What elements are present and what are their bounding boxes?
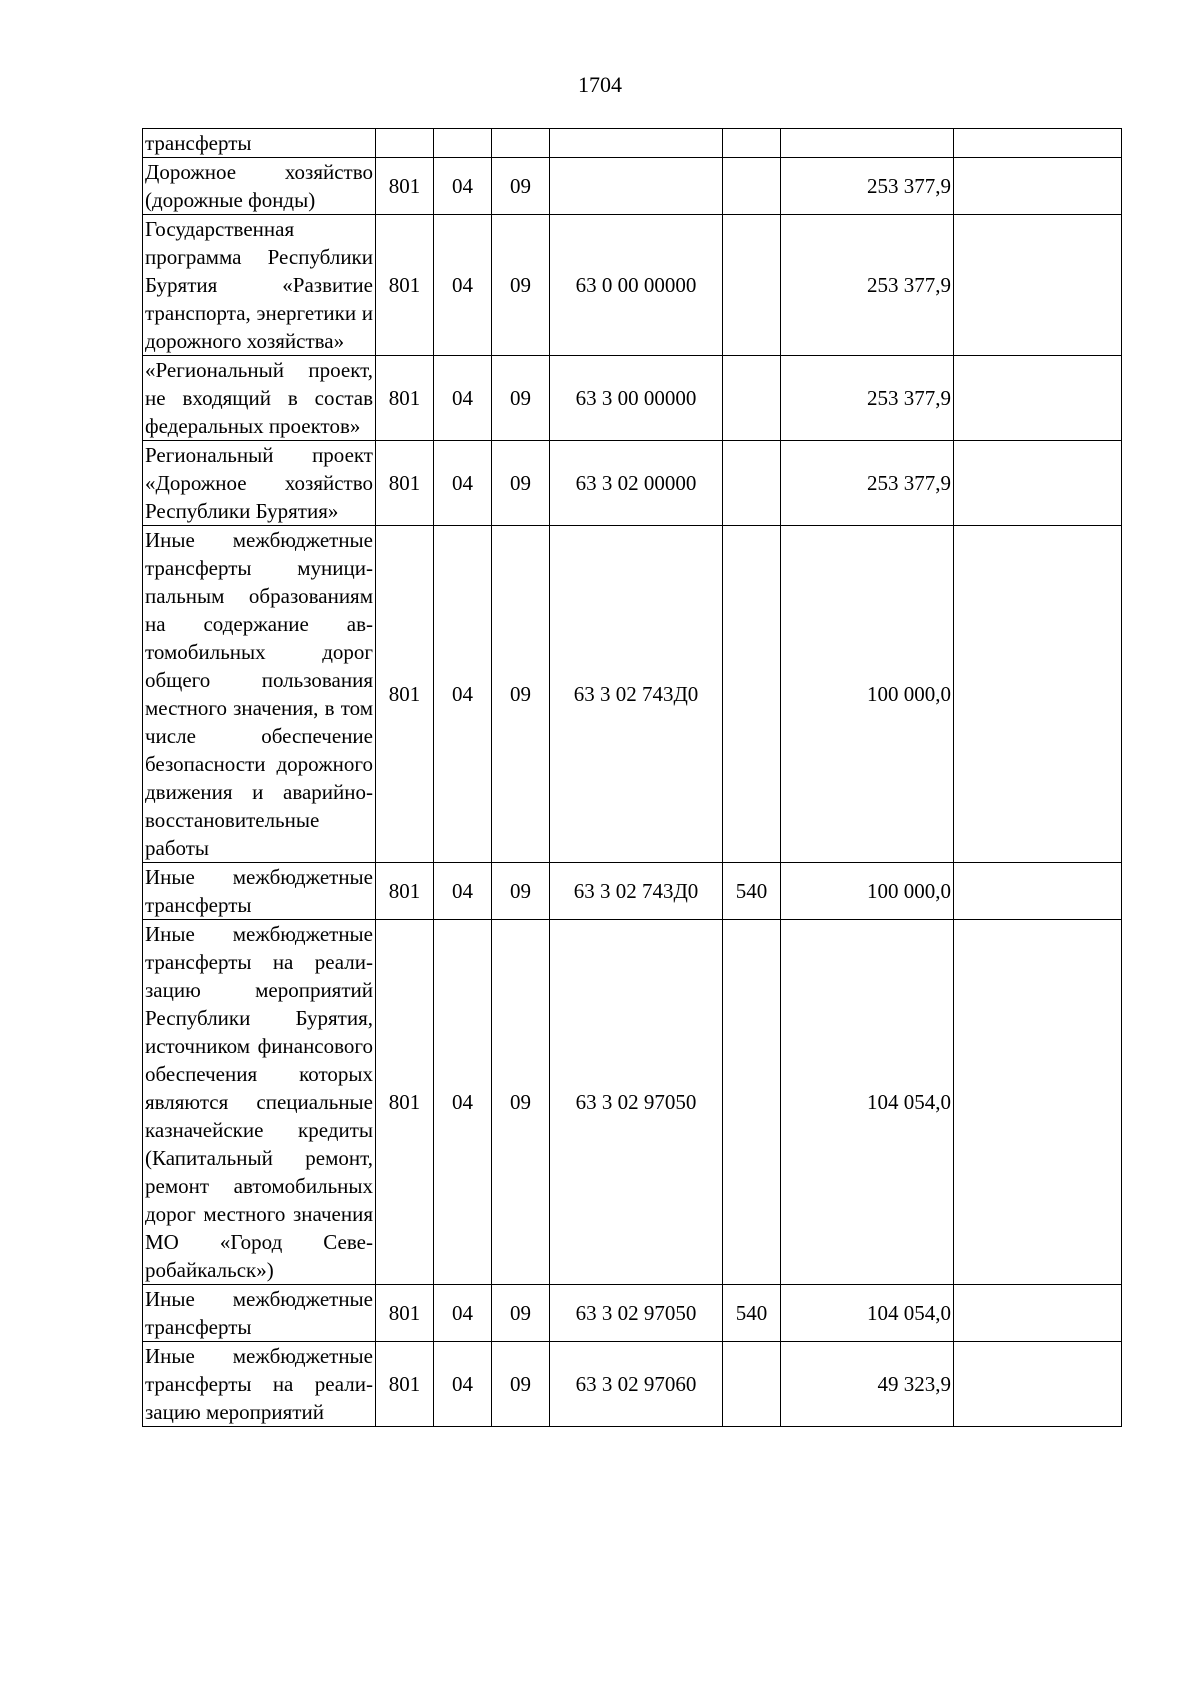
table-row — [143, 526, 1122, 863]
amount — [781, 129, 954, 158]
target-code: 63 3 02 97050 — [550, 1285, 723, 1342]
expense-type-code — [723, 215, 781, 356]
ministry-code: 801 — [376, 863, 434, 920]
page-number: 1704 — [578, 72, 622, 97]
section-code: 04 — [434, 158, 492, 215]
expense-type-code — [723, 526, 781, 863]
target-code: 63 3 02 97050 — [550, 920, 723, 1285]
amount: 100 000,0 — [781, 863, 954, 920]
expense-type-code: 540 — [723, 863, 781, 920]
expense-type-code: 540 — [723, 1285, 781, 1342]
table-row — [143, 215, 1122, 356]
expense-type-code — [723, 920, 781, 1285]
expense-type-code — [723, 356, 781, 441]
row-name: Иные межбюджетные трансферты — [143, 1285, 376, 1342]
table-row — [143, 441, 1122, 526]
section-code: 04 — [434, 863, 492, 920]
row-name: Государственная программа Республики Бурятия «Развитие транспорта, энергетики и дорожного хозяйства» — [143, 215, 376, 356]
row-name: Иные межбюджетные трансферты — [143, 863, 376, 920]
section-code: 04 — [434, 1285, 492, 1342]
ministry-code — [376, 129, 434, 158]
extra-cell — [954, 356, 1122, 441]
row-name: «Региональный проект, не входящий в состав федеральных проектов» — [143, 356, 376, 441]
extra-cell — [954, 441, 1122, 526]
row-name: Региональный проект «Дорожное хозяйство Республики Бурятия» — [143, 441, 376, 526]
ministry-code: 801 — [376, 158, 434, 215]
section-code: 04 — [434, 526, 492, 863]
subsection-code: 09 — [492, 920, 550, 1285]
subsection-code: 09 — [492, 215, 550, 356]
extra-cell — [954, 526, 1122, 863]
ministry-code: 801 — [376, 356, 434, 441]
table-row — [143, 863, 1122, 920]
expense-type-code — [723, 441, 781, 526]
row-name: Иные межбюджетные трансферты на реализацию мероприятий Республики Бурятия, источником финансового обеспечения которых являются специальные казначейские кредиты (Капитальный ремонт, ремонт автомобильных дорог местного значения МО «Город Северобайкальск») — [143, 920, 376, 1285]
amount: 100 000,0 — [781, 526, 954, 863]
budget-table — [142, 128, 1122, 1427]
extra-cell — [954, 1342, 1122, 1427]
target-code: 63 3 00 00000 — [550, 356, 723, 441]
table-row — [143, 158, 1122, 215]
extra-cell — [954, 129, 1122, 158]
subsection-code: 09 — [492, 1285, 550, 1342]
ministry-code: 801 — [376, 1342, 434, 1427]
amount: 253 377,9 — [781, 215, 954, 356]
expense-type-code — [723, 129, 781, 158]
amount: 104 054,0 — [781, 1285, 954, 1342]
amount: 49 323,9 — [781, 1342, 954, 1427]
target-code: 63 3 02 00000 — [550, 441, 723, 526]
table-row — [143, 356, 1122, 441]
amount: 253 377,9 — [781, 356, 954, 441]
target-code: 63 3 02 743Д0 — [550, 526, 723, 863]
section-code: 04 — [434, 1342, 492, 1427]
extra-cell — [954, 863, 1122, 920]
extra-cell — [954, 215, 1122, 356]
target-code — [550, 158, 723, 215]
extra-cell — [954, 158, 1122, 215]
row-name: Дорожное хозяйство (дорожные фонды) — [143, 158, 376, 215]
section-code: 04 — [434, 356, 492, 441]
subsection-code — [492, 129, 550, 158]
target-code — [550, 129, 723, 158]
ministry-code: 801 — [376, 1285, 434, 1342]
amount: 104 054,0 — [781, 920, 954, 1285]
section-code: 04 — [434, 441, 492, 526]
expense-type-code — [723, 1342, 781, 1427]
ministry-code: 801 — [376, 215, 434, 356]
ministry-code: 801 — [376, 441, 434, 526]
table-row — [143, 1285, 1122, 1342]
subsection-code: 09 — [492, 441, 550, 526]
extra-cell — [954, 920, 1122, 1285]
target-code: 63 3 02 743Д0 — [550, 863, 723, 920]
subsection-code: 09 — [492, 1342, 550, 1427]
extra-cell — [954, 1285, 1122, 1342]
section-code: 04 — [434, 920, 492, 1285]
row-name: Иные межбюджетные трансферты на реализацию мероприятий — [143, 1342, 376, 1427]
subsection-code: 09 — [492, 526, 550, 863]
target-code: 63 3 02 97060 — [550, 1342, 723, 1427]
table-row — [143, 129, 1122, 158]
amount: 253 377,9 — [781, 158, 954, 215]
ministry-code: 801 — [376, 526, 434, 863]
table-row — [143, 1342, 1122, 1427]
table-row — [143, 920, 1122, 1285]
row-name: трансферты — [143, 129, 376, 158]
section-code — [434, 129, 492, 158]
subsection-code: 09 — [492, 863, 550, 920]
expense-type-code — [723, 158, 781, 215]
amount: 253 377,9 — [781, 441, 954, 526]
subsection-code: 09 — [492, 158, 550, 215]
section-code: 04 — [434, 215, 492, 356]
row-name: Иные межбюджетные трансферты муниципальным образованиям на содержание автомобильных дорог общего пользования местного значения, в том числе обеспечение безопасности дорожного движения и аварийно-восстановительные работы — [143, 526, 376, 863]
target-code: 63 0 00 00000 — [550, 215, 723, 356]
subsection-code: 09 — [492, 356, 550, 441]
ministry-code: 801 — [376, 920, 434, 1285]
